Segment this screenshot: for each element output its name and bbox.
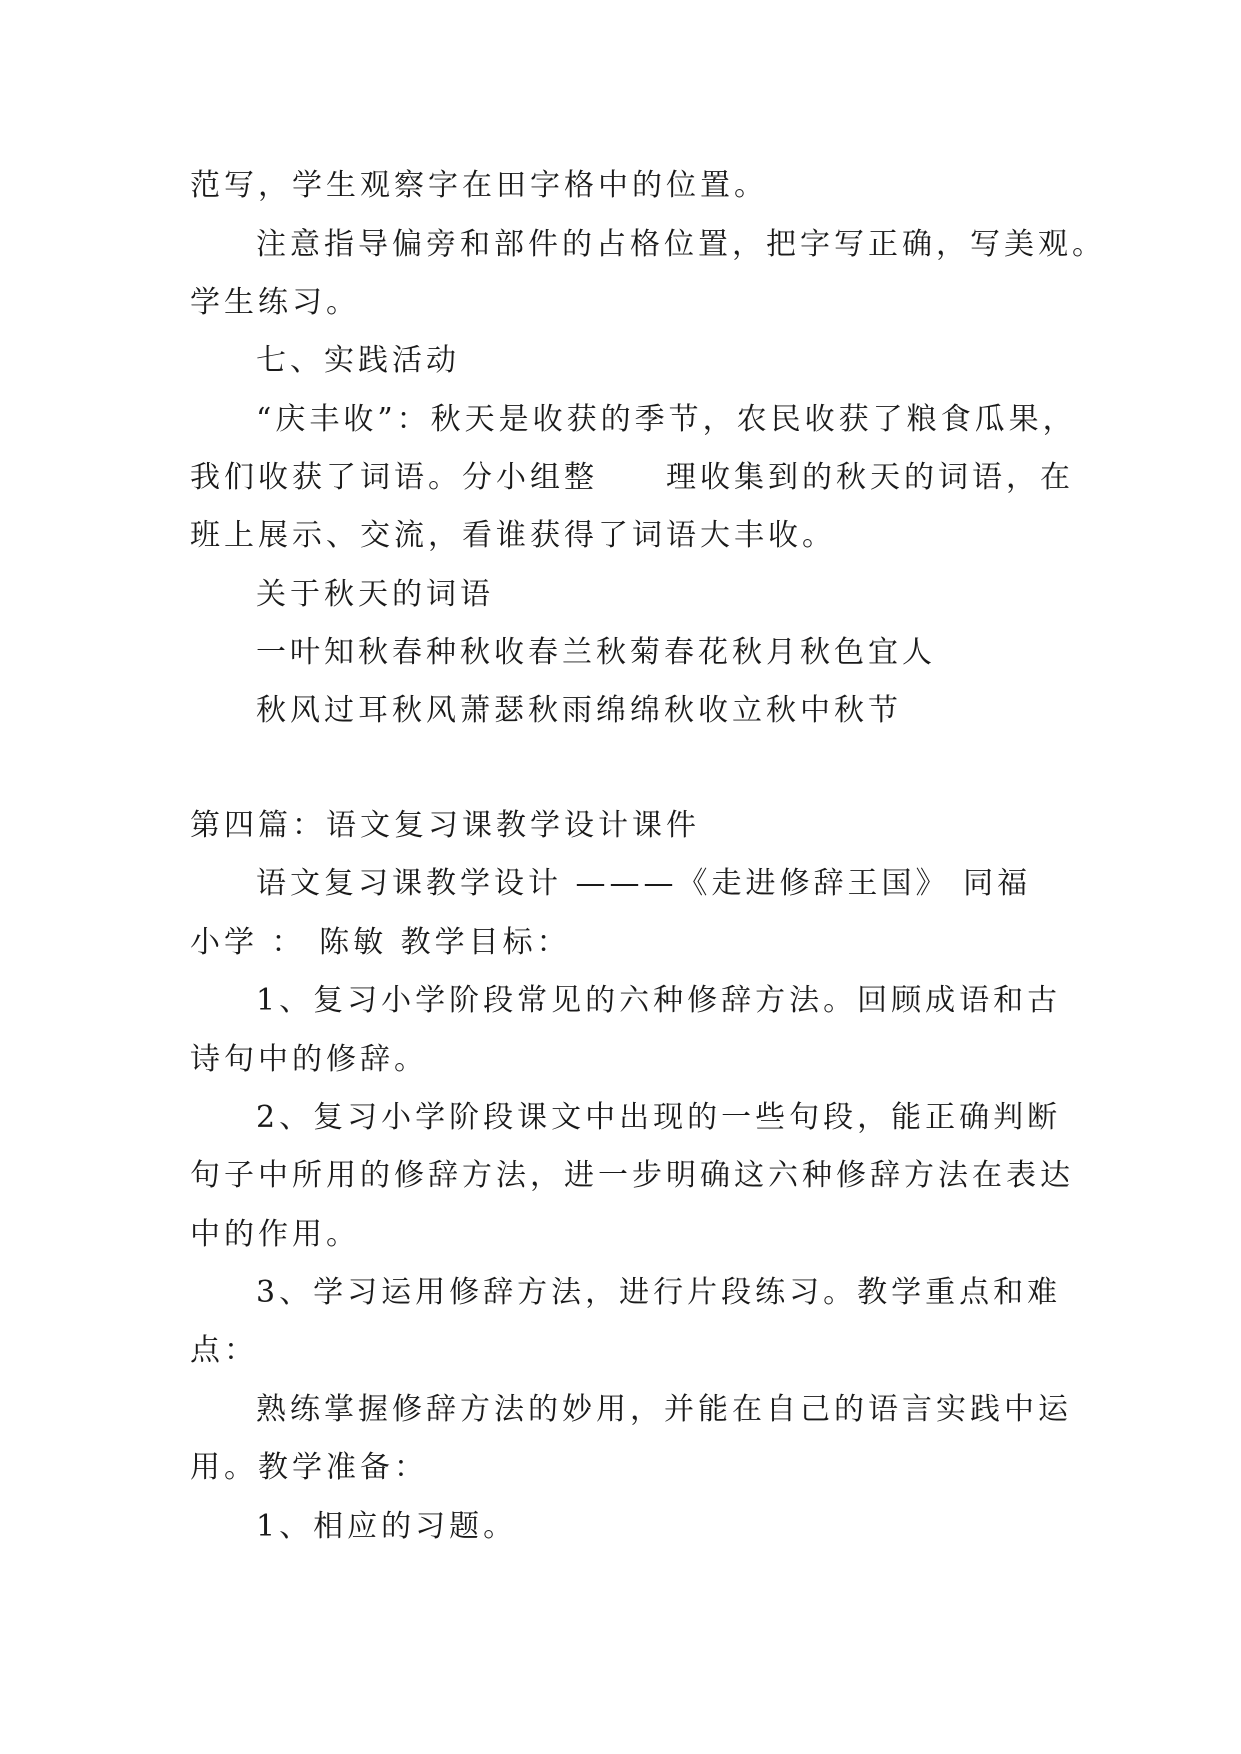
text-line: 班上展示、交流，看谁获得了词语大丰收。 bbox=[190, 518, 836, 553]
article-title: 第四篇：语文复习课教学设计课件 bbox=[190, 808, 700, 843]
text-line: 一叶知秋春种秋收春兰秋菊春花秋月秋色宜人 bbox=[256, 635, 936, 670]
section-heading: 七、实践活动 bbox=[256, 343, 460, 378]
text-line: 语文复习课教学设计 ———《走进修辞王国》 同福 bbox=[256, 866, 1032, 901]
text-line: 关于秋天的词语 bbox=[256, 577, 494, 612]
text-line: 诗句中的修辞。 bbox=[190, 1042, 428, 1077]
text-line: 句子中所用的修辞方法，进一步明确这六种修辞方法在表达 bbox=[190, 1158, 1074, 1193]
text-line: 点： bbox=[190, 1333, 258, 1368]
text-line: 秋风过耳秋风萧瑟秋雨绵绵秋收立秋中秋节 bbox=[256, 693, 902, 728]
text-line: 1、相应的习题。 bbox=[256, 1509, 518, 1544]
text-line: 我们收获了词语。分小组整 理收集到的秋天的词语，在 bbox=[190, 460, 1074, 495]
text-line: 3、学习运用修辞方法，进行片段练习。教学重点和难 bbox=[256, 1275, 1062, 1310]
text-line: 中的作用。 bbox=[190, 1217, 360, 1252]
text-line: 熟练掌握修辞方法的妙用，并能在自己的语言实践中运 bbox=[256, 1392, 1072, 1427]
text-line: 范写，学生观察字在田字格中的位置。 bbox=[190, 168, 768, 203]
text-line: 小学 ： 陈敏 教学目标： bbox=[190, 925, 571, 960]
text-line: 注意指导偏旁和部件的占格位置，把字写正确，写美观。 bbox=[256, 227, 1106, 262]
text-line: “庆丰收”：秋天是收获的季节，农民收获了粮食瓜果， bbox=[256, 402, 1077, 437]
text-line: 学生练习。 bbox=[190, 285, 360, 320]
text-line: 2、复习小学阶段课文中出现的一些句段，能正确判断 bbox=[256, 1100, 1062, 1135]
text-line: 1、复习小学阶段常见的六种修辞方法。回顾成语和古 bbox=[256, 983, 1062, 1018]
text-line: 用。教学准备： bbox=[190, 1450, 428, 1485]
